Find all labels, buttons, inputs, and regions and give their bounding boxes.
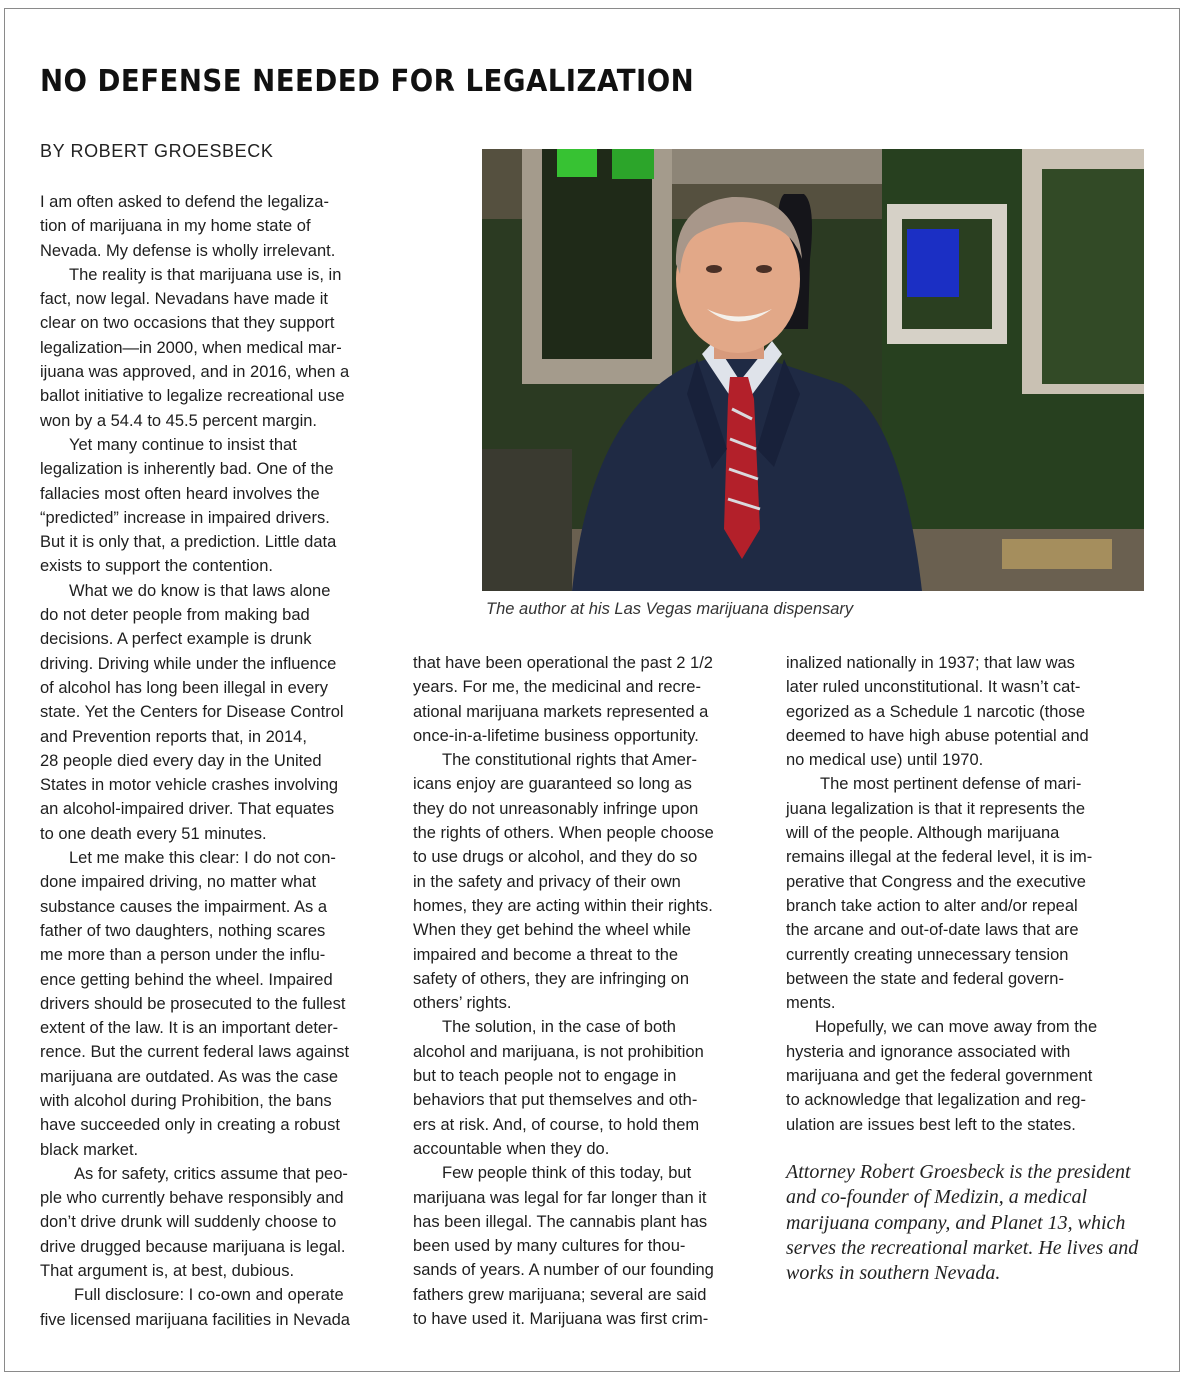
text-line: That argument is, at best, dubious. xyxy=(40,1262,295,1281)
text-line: ijuana was approved, and in 2016, when a xyxy=(40,363,350,382)
text-line: legalization is inherently bad. One of the xyxy=(40,460,334,479)
text-line: tion of marijuana in my home state of xyxy=(40,217,311,236)
article-column-2 xyxy=(413,651,773,1331)
text-line: do not deter people from making bad xyxy=(40,606,310,625)
text-line: clear on two occasions that they support xyxy=(40,314,335,333)
author-bio xyxy=(786,1160,1156,1286)
paragraph xyxy=(40,1283,402,1332)
text-line: fact, now legal. Nevadans have made it xyxy=(40,290,329,309)
text-line: fathers grew marijuana; several are said xyxy=(413,1285,707,1304)
text-line: won by a 54.4 to 45.5 percent margin. xyxy=(40,411,318,430)
text-line: 28 people died every day in the United xyxy=(40,751,322,770)
paragraph xyxy=(786,1015,1148,1136)
text-line: the arcane and out-of-date laws that are xyxy=(786,921,1079,940)
bio-line: works in southern Nevada. xyxy=(786,1262,1001,1285)
article-title: NO DEFENSE NEEDED FOR LEGALIZATION xyxy=(40,64,695,99)
text-line: icans enjoy are guaranteed so long as xyxy=(413,775,692,794)
paragraph xyxy=(413,1015,773,1161)
text-line: father of two daughters, nothing scares xyxy=(40,921,326,940)
text-line: years. For me, the medicinal and recre- xyxy=(413,678,701,697)
text-line: drive drugged because marijuana is legal. xyxy=(40,1237,346,1256)
text-line: marijuana and get the federal government xyxy=(786,1067,1093,1086)
text-line: me more than a person under the influ- xyxy=(40,946,326,965)
photo-caption: The author at his Las Vegas marijuana dispensary xyxy=(486,600,854,618)
text-line: drivers should be prosecuted to the fullest xyxy=(40,994,346,1013)
paragraph xyxy=(786,651,1148,772)
text-line: to have used it. Marijuana was first crim- xyxy=(413,1310,709,1329)
text-line: currently creating unnecessary tension xyxy=(786,945,1069,964)
text-line: hysteria and ignorance associated with xyxy=(786,1042,1071,1061)
text-line: “predicted” increase in impaired drivers. xyxy=(40,508,330,527)
text-line: ments. xyxy=(786,994,836,1013)
text-line: that have been operational the past 2 1/2 xyxy=(413,654,713,672)
text-line: remains illegal at the federal level, it is im- xyxy=(786,848,1093,867)
text-line: exists to support the contention. xyxy=(40,557,273,576)
text-line: the rights of others. When people choose xyxy=(413,824,714,843)
text-line: and Prevention reports that, in 2014, xyxy=(40,727,307,746)
text-line: marijuana was legal for far longer than it xyxy=(413,1188,707,1207)
paragraph xyxy=(40,263,402,433)
text-line: driving. Driving while under the influence xyxy=(40,654,337,673)
text-line: accountable when they do. xyxy=(413,1139,610,1158)
paragraph xyxy=(786,772,1148,1015)
text-line: alcohol and marijuana, is not prohibition xyxy=(413,1042,704,1061)
text-line: ational marijuana markets represented a xyxy=(413,702,709,721)
text-line: legalization—in 2000, when medical mar- xyxy=(40,338,342,357)
paragraph xyxy=(40,579,402,846)
text-line: done impaired driving, no matter what xyxy=(40,873,317,892)
text-line: been used by many cultures for thou- xyxy=(413,1237,686,1256)
text-line: others’ rights. xyxy=(413,994,512,1013)
text-line: inalized nationally in 1937; that law was xyxy=(786,654,1075,672)
text-line: later ruled unconstitutional. It wasn’t cat- xyxy=(786,678,1081,697)
text-line: between the state and federal govern- xyxy=(786,969,1064,988)
paragraph xyxy=(40,190,402,263)
text-line: Few people think of this today, but xyxy=(442,1164,692,1183)
text-line: have succeeded only in creating a robust xyxy=(40,1116,340,1135)
text-line: no medical use) until 1970. xyxy=(786,751,984,770)
text-line: ence getting behind the wheel. Impaired xyxy=(40,970,333,989)
text-line: I am often asked to defend the legaliza- xyxy=(40,193,329,211)
bio-line: Attorney Robert Groesbeck is the president xyxy=(786,1161,1131,1183)
text-line: they do not unreasonably infringe upon xyxy=(413,799,699,818)
text-line: The solution, in the case of both xyxy=(442,1018,676,1037)
text-line: What we do know is that laws alone xyxy=(69,581,331,600)
text-line: but to teach people not to engage in xyxy=(413,1067,677,1086)
text-line: to acknowledge that legalization and reg- xyxy=(786,1091,1086,1110)
text-line: sands of years. A number of our founding xyxy=(413,1261,714,1280)
text-line: Nevada. My defense is wholly irrelevant. xyxy=(40,241,336,260)
bio-line: serves the recreational market. He lives and xyxy=(786,1236,1139,1259)
text-line: homes, they are acting within their rights. xyxy=(413,896,713,915)
text-line: As for safety, critics assume that peo- xyxy=(74,1164,348,1183)
text-line: has been illegal. The cannabis plant has xyxy=(413,1212,708,1231)
text-line: of alcohol has long been illegal in every xyxy=(40,678,329,697)
paragraph xyxy=(413,651,773,748)
text-line: decisions. A perfect example is drunk xyxy=(40,630,312,649)
text-line: extent of the law. It is an important deter- xyxy=(40,1019,339,1038)
text-line: impaired and become a threat to the xyxy=(413,945,679,964)
text-line: ballot initiative to legalize recreational use xyxy=(40,387,345,406)
byline: BY ROBERT GROESBECK xyxy=(40,141,274,161)
text-line: branch take action to alter and/or repeal xyxy=(786,896,1078,915)
text-line: States in motor vehicle crashes involving xyxy=(40,776,339,795)
text-line: When they get behind the wheel while xyxy=(413,921,691,940)
text-line: Full disclosure: I co-own and operate xyxy=(74,1286,344,1305)
text-line: fallacies most often heard involves the xyxy=(40,484,320,503)
text-line: state. Yet the Centers for Disease Control xyxy=(40,703,344,722)
text-line: egorized as a Schedule 1 narcotic (those xyxy=(786,702,1086,721)
text-line: Yet many continue to insist that xyxy=(69,435,297,454)
paragraph xyxy=(40,433,402,579)
text-line: once-in-a-lifetime business opportunity. xyxy=(413,726,699,745)
text-line: Let me make this clear: I do not con- xyxy=(69,849,336,868)
paragraph xyxy=(413,1161,773,1331)
text-line: safety of others, they are infringing on xyxy=(413,969,690,988)
text-line: perative that Congress and the executive xyxy=(786,872,1086,891)
text-line: to use drugs or alcohol, and they do so xyxy=(413,848,698,867)
text-line: The constitutional rights that Amer- xyxy=(442,751,697,770)
article-column-1 xyxy=(40,190,402,1332)
text-line: ers at risk. And, of course, to hold them xyxy=(413,1115,700,1134)
text-line: ple who currently behave responsibly and xyxy=(40,1189,344,1208)
text-line: The most pertinent defense of mari- xyxy=(820,775,1082,794)
bio-line: marijuana company, and Planet 13, which xyxy=(786,1211,1126,1234)
text-line: ulation are issues best left to the states. xyxy=(786,1115,1076,1134)
paragraph xyxy=(40,846,402,1162)
author-photo-illustration xyxy=(482,149,1144,591)
text-line: The reality is that marijuana use is, in xyxy=(69,265,342,284)
text-line: deemed to have high abuse potential and xyxy=(786,726,1089,745)
text-line: will of the people. Although marijuana xyxy=(786,824,1060,843)
text-line: don’t drive drunk will suddenly choose to xyxy=(40,1213,337,1232)
text-line: marijuana are outdated. As was the case xyxy=(40,1067,339,1086)
text-line: But it is only that, a prediction. Little data xyxy=(40,533,337,552)
text-line: juana legalization is that it represents the xyxy=(786,799,1086,818)
text-line: five licensed marijuana facilities in Nevada xyxy=(40,1310,350,1329)
text-line: black market. xyxy=(40,1140,139,1159)
article-column-3 xyxy=(786,651,1148,1137)
text-line: an alcohol-impaired driver. That equates xyxy=(40,800,335,819)
text-line: Hopefully, we can move away from the xyxy=(815,1018,1098,1037)
text-line: substance causes the impairment. As a xyxy=(40,897,328,916)
paragraph xyxy=(413,748,773,1015)
text-line: with alcohol during Prohibition, the bans xyxy=(40,1091,332,1110)
text-line: in the safety and privacy of their own xyxy=(413,872,681,891)
bio-line: and co-founder of Medizin, a medical xyxy=(786,1186,1088,1209)
text-line: rence. But the current federal laws against xyxy=(40,1043,350,1062)
text-line: to one death every 51 minutes. xyxy=(40,824,267,843)
text-line: behaviors that put themselves and oth- xyxy=(413,1091,698,1110)
author-photo xyxy=(482,149,1144,591)
paragraph xyxy=(40,1162,402,1283)
